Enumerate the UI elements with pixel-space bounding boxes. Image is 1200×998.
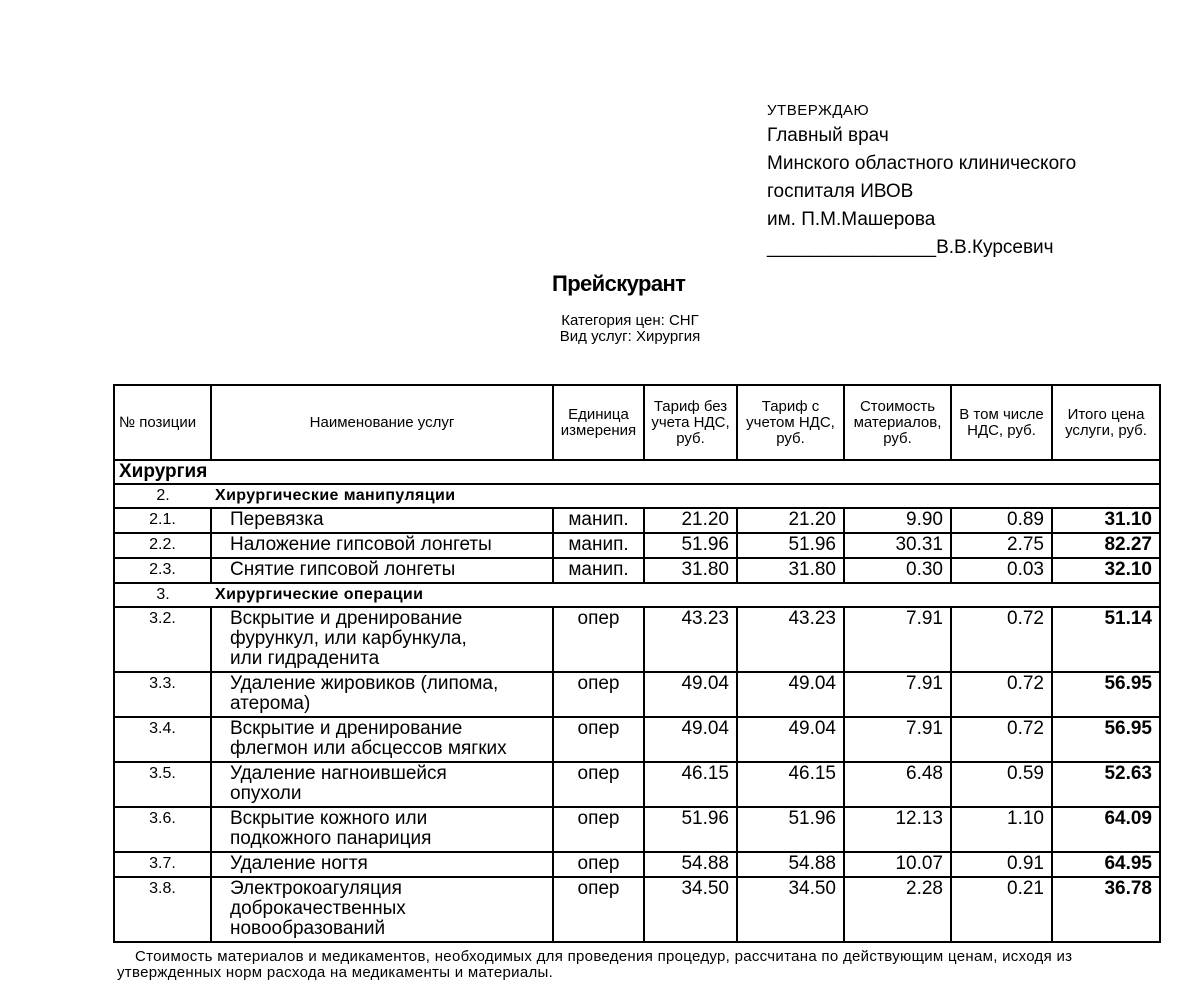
item-materials: 7.91: [844, 672, 951, 717]
approval-block: [767, 100, 1187, 262]
item-unit: опер: [553, 807, 644, 852]
item-vat: 0.72: [951, 607, 1052, 672]
item-vat: 0.91: [951, 852, 1052, 877]
item-tariff: 51.96: [644, 807, 737, 852]
item-total: 51.14: [1052, 607, 1160, 672]
table-row: [114, 672, 1160, 717]
table-row: [114, 852, 1160, 877]
item-tariff: 31.80: [644, 558, 737, 583]
item-number: 3.7.: [114, 852, 211, 877]
group-label: Хирургические операции: [211, 583, 1160, 607]
item-tariff: 51.96: [644, 533, 737, 558]
group-row: [114, 583, 1160, 607]
item-unit: опер: [553, 762, 644, 807]
item-tariff-vat: 49.04: [737, 672, 844, 717]
item-materials: 7.91: [844, 717, 951, 762]
table-row: [114, 717, 1160, 762]
price-category: Категория цен: СНГ: [561, 312, 699, 329]
approval-line: им. П.М.Машерова: [767, 209, 936, 230]
item-name: Электрокоагуляция доброкачественных новообразований: [211, 877, 553, 942]
document-subtitle: [530, 313, 730, 345]
item-tariff-vat: 51.96: [737, 533, 844, 558]
item-vat: 1.10: [951, 807, 1052, 852]
item-number: 2.1.: [114, 508, 211, 533]
approval-line: госпиталя ИВОВ: [767, 181, 914, 202]
item-name: Наложение гипсовой лонгеты: [211, 533, 553, 558]
item-name: Удаление жировиков (липома, атерома): [211, 672, 553, 717]
item-vat: 0.89: [951, 508, 1052, 533]
header-tariff-vat: Тариф с учетом НДС, руб.: [737, 385, 844, 460]
section-label: Хирургия: [114, 460, 1160, 484]
item-total: 31.10: [1052, 508, 1160, 533]
group-number: 2.: [114, 484, 211, 508]
table-row: [114, 807, 1160, 852]
item-tariff-vat: 43.23: [737, 607, 844, 672]
item-number: 3.4.: [114, 717, 211, 762]
item-unit: манип.: [553, 533, 644, 558]
service-type: Вид услуг: Хирургия: [559, 328, 701, 345]
item-total: 56.95: [1052, 672, 1160, 717]
item-name: Удаление нагноившейся опухоли: [211, 762, 553, 807]
approval-heading: УТВЕРЖДАЮ: [767, 102, 870, 119]
item-tariff-vat: 21.20: [737, 508, 844, 533]
item-tariff: 54.88: [644, 852, 737, 877]
item-name: Вскрытие и дренирование флегмон или абсцессов мягких: [211, 717, 553, 762]
table-row: [114, 533, 1160, 558]
table-row: [114, 508, 1160, 533]
item-unit: опер: [553, 607, 644, 672]
item-name: Вскрытие кожного или подкожного панариция: [211, 807, 553, 852]
item-vat: 0.59: [951, 762, 1052, 807]
item-total: 52.63: [1052, 762, 1160, 807]
item-materials: 10.07: [844, 852, 951, 877]
item-tariff: 46.15: [644, 762, 737, 807]
item-name: Снятие гипсовой лонгеты: [211, 558, 553, 583]
table-row: [114, 877, 1160, 942]
item-number: 2.2.: [114, 533, 211, 558]
approval-line: Минского областного клинического: [767, 153, 1077, 174]
item-number: 2.3.: [114, 558, 211, 583]
group-number: 3.: [114, 583, 211, 607]
price-table: [113, 384, 1161, 943]
item-vat: 0.72: [951, 717, 1052, 762]
item-name: Удаление ногтя: [211, 852, 553, 877]
table-row: [114, 607, 1160, 672]
item-materials: 9.90: [844, 508, 951, 533]
footnote: Стоимость материалов и медикаментов, необходимых для проведения процедур, рассчитана по действующим ценам, исходя из утвержденных норм расхода на медикаменты и материалы.: [117, 948, 1073, 981]
item-tariff-vat: 31.80: [737, 558, 844, 583]
header-total: Итого цена услуги, руб.: [1052, 385, 1160, 460]
header-tariff: Тариф без учета НДС, руб.: [644, 385, 737, 460]
item-tariff-vat: 54.88: [737, 852, 844, 877]
group-row: [114, 484, 1160, 508]
item-total: 36.78: [1052, 877, 1160, 942]
group-label: Хирургические манипуляции: [211, 484, 1160, 508]
document-title: Прейскурант: [552, 271, 686, 296]
item-materials: 6.48: [844, 762, 951, 807]
item-materials: 2.28: [844, 877, 951, 942]
item-tariff: 21.20: [644, 508, 737, 533]
item-total: 32.10: [1052, 558, 1160, 583]
section-row: [114, 460, 1160, 484]
item-unit: опер: [553, 852, 644, 877]
item-tariff-vat: 49.04: [737, 717, 844, 762]
item-number: 3.5.: [114, 762, 211, 807]
table-row: [114, 558, 1160, 583]
header-service-name: Наименование услуг: [211, 385, 553, 460]
item-materials: 7.91: [844, 607, 951, 672]
item-unit: опер: [553, 877, 644, 942]
item-tariff: 34.50: [644, 877, 737, 942]
item-tariff-vat: 46.15: [737, 762, 844, 807]
item-number: 3.6.: [114, 807, 211, 852]
item-tariff-vat: 34.50: [737, 877, 844, 942]
item-materials: 30.31: [844, 533, 951, 558]
approval-signature-line: ________________В.В.Курсевич: [767, 237, 1054, 258]
item-tariff: 49.04: [644, 672, 737, 717]
item-unit: манип.: [553, 558, 644, 583]
item-total: 82.27: [1052, 533, 1160, 558]
item-materials: 12.13: [844, 807, 951, 852]
item-tariff: 49.04: [644, 717, 737, 762]
item-name: Перевязка: [211, 508, 553, 533]
item-number: 3.3.: [114, 672, 211, 717]
item-vat: 0.72: [951, 672, 1052, 717]
item-vat: 0.21: [951, 877, 1052, 942]
item-tariff: 43.23: [644, 607, 737, 672]
table-row: [114, 762, 1160, 807]
header-materials: Стоимость материалов, руб.: [844, 385, 951, 460]
item-total: 64.95: [1052, 852, 1160, 877]
header-unit: Единица измерения: [553, 385, 644, 460]
item-total: 64.09: [1052, 807, 1160, 852]
approval-line: Главный врач: [767, 125, 889, 146]
item-tariff-vat: 51.96: [737, 807, 844, 852]
item-name: Вскрытие и дренирование фурункул, или карбункула, или гидраденита: [211, 607, 553, 672]
item-number: 3.8.: [114, 877, 211, 942]
item-unit: манип.: [553, 508, 644, 533]
item-number: 3.2.: [114, 607, 211, 672]
item-materials: 0.30: [844, 558, 951, 583]
table-header-row: [114, 385, 1160, 460]
header-position: № позиции: [114, 385, 211, 460]
item-vat: 0.03: [951, 558, 1052, 583]
item-vat: 2.75: [951, 533, 1052, 558]
header-vat: В том числе НДС, руб.: [951, 385, 1052, 460]
item-total: 56.95: [1052, 717, 1160, 762]
item-unit: опер: [553, 672, 644, 717]
item-unit: опер: [553, 717, 644, 762]
